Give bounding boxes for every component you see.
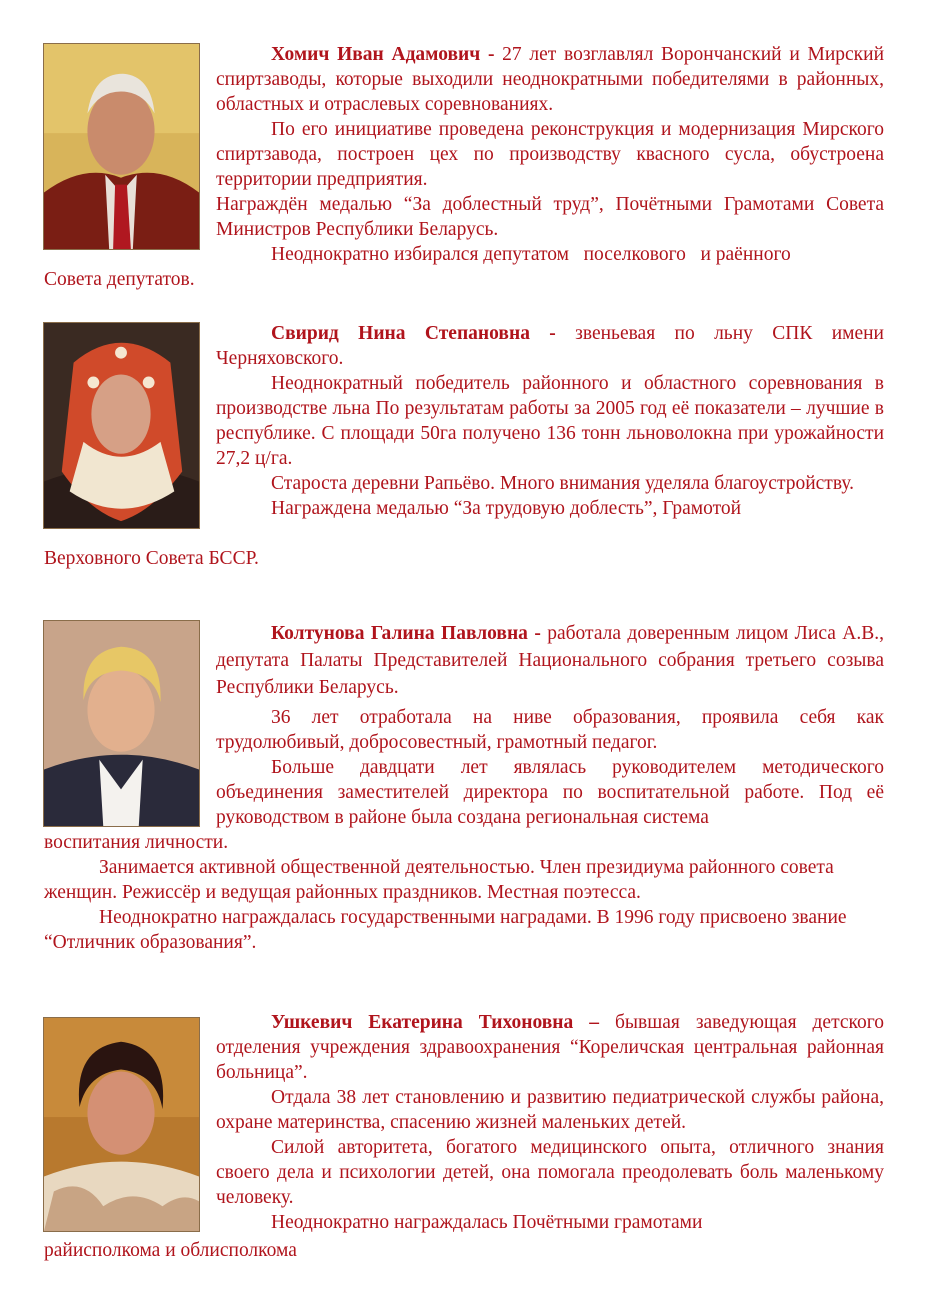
person-name: Ушкевич Екатерина Тихоновна: [271, 1012, 574, 1033]
bio-paragraph: Неоднократно избирался депутатом поселкового и раённого: [271, 244, 791, 265]
bio-paragraph-continued: Верховного Совета БССР.: [44, 548, 259, 569]
portrait-photo-svirid: [43, 322, 200, 529]
bio-khomich: [216, 42, 884, 267]
bio-paragraph: бывшая заведующая детского отделения учреждения здравоохранения “Кореличская центральная районная больница”.: [216, 1012, 884, 1083]
bio-ushkevich: [216, 1010, 884, 1235]
bio-paragraph: Неоднократный победитель районного и областного соревнования в производстве льна По результатам работы за 2005 год её показатели – лучшие в республике. С площади 50га получено 136 тонн льноволокна при урожайности 27,2 ц/га.: [216, 373, 884, 469]
bio-paragraph: звеньевая по льну СПК имени Черняховского.: [216, 323, 884, 369]
bio-paragraph: Неоднократно награждалась государственными наградами. В 1996 году присвоено звание “Отличник образования”.: [44, 907, 847, 953]
bio-paragraph: Занимается активной общественной деятельностью. Член президиума районного совета женщин. Режиссёр и ведущая районных праздников. Местная поэтесса.: [44, 857, 834, 903]
name-dash: -: [527, 623, 548, 644]
person-name: Хомич Иван Адамович: [271, 44, 481, 65]
bio-paragraph: Староста деревни Рапьёво. Много внимания уделяла благоустройству.: [271, 473, 855, 494]
bio-paragraph: По его инициативе проведена реконструкция и модернизация Мирского спиртзавода, построен цех по производству квасного сусла, обустроена территории предприятия.: [216, 119, 884, 190]
portrait-photo-khomich: [43, 43, 200, 250]
bio-paragraph: Неоднократно награждалась Почётными грамотами: [271, 1212, 703, 1233]
bio-paragraph-continued: Совета депутатов.: [44, 269, 195, 290]
bio-paragraph: Силой авторитета, богатого медицинского опыта, отличного знания своего дела и психологии детей, она помогала преодолевать боль маленькому человеку.: [216, 1137, 884, 1208]
bio-paragraph: 36 лет отработала на ниве образования, проявила себя как трудолюбивый, добросовестный, грамотный педагог.: [216, 707, 884, 753]
name-dash: -: [529, 323, 576, 344]
bio-paragraph: Награждена медалью “За трудовую доблесть”, Грамотой: [271, 498, 742, 519]
name-dash: -: [480, 44, 503, 65]
name-dash: –: [573, 1012, 615, 1033]
bio-paragraph: Больше давдцати лет являлась руководителем методического объединения заместителей директора по воспитательной работе. Под её руководством в районе была создана региональная система: [216, 757, 884, 828]
person-name: Свирид Нина Степановна: [271, 323, 530, 344]
portrait-photo-koltunova: [43, 620, 200, 827]
bio-svirid: [216, 321, 884, 521]
bio-paragraph: 27 лет возглавлял Ворончанский и Мирский спиртзаводы, которые выходили неоднократными победителями в районных, областных и отраслевых соревнованиях.: [216, 44, 884, 115]
bio-koltunova: [216, 620, 884, 830]
bio-paragraph: воспитания личности.: [44, 832, 229, 853]
bio-paragraph: Награждён медалью “За доблестный труд”, Почётными Грамотами Совета Министров Республики Беларусь.: [216, 194, 884, 240]
bio-paragraph: работала доверенным лицом Лиса А.В., депутата Палаты Представителей Национального собрания третьего созыва Республики Беларусь.: [216, 623, 884, 698]
bio-paragraph: Отдала 38 лет становлению и развитию педиатрической службы района, охране материнства, спасению жизней маленьких детей.: [216, 1087, 884, 1133]
bio-paragraph-continued: райисполкома и облисполкома: [44, 1240, 297, 1261]
bio-koltunova-continued: [44, 830, 884, 955]
portrait-photo-ushkevich: [43, 1017, 200, 1232]
person-name: Колтунова Галина Павловна: [271, 623, 528, 644]
